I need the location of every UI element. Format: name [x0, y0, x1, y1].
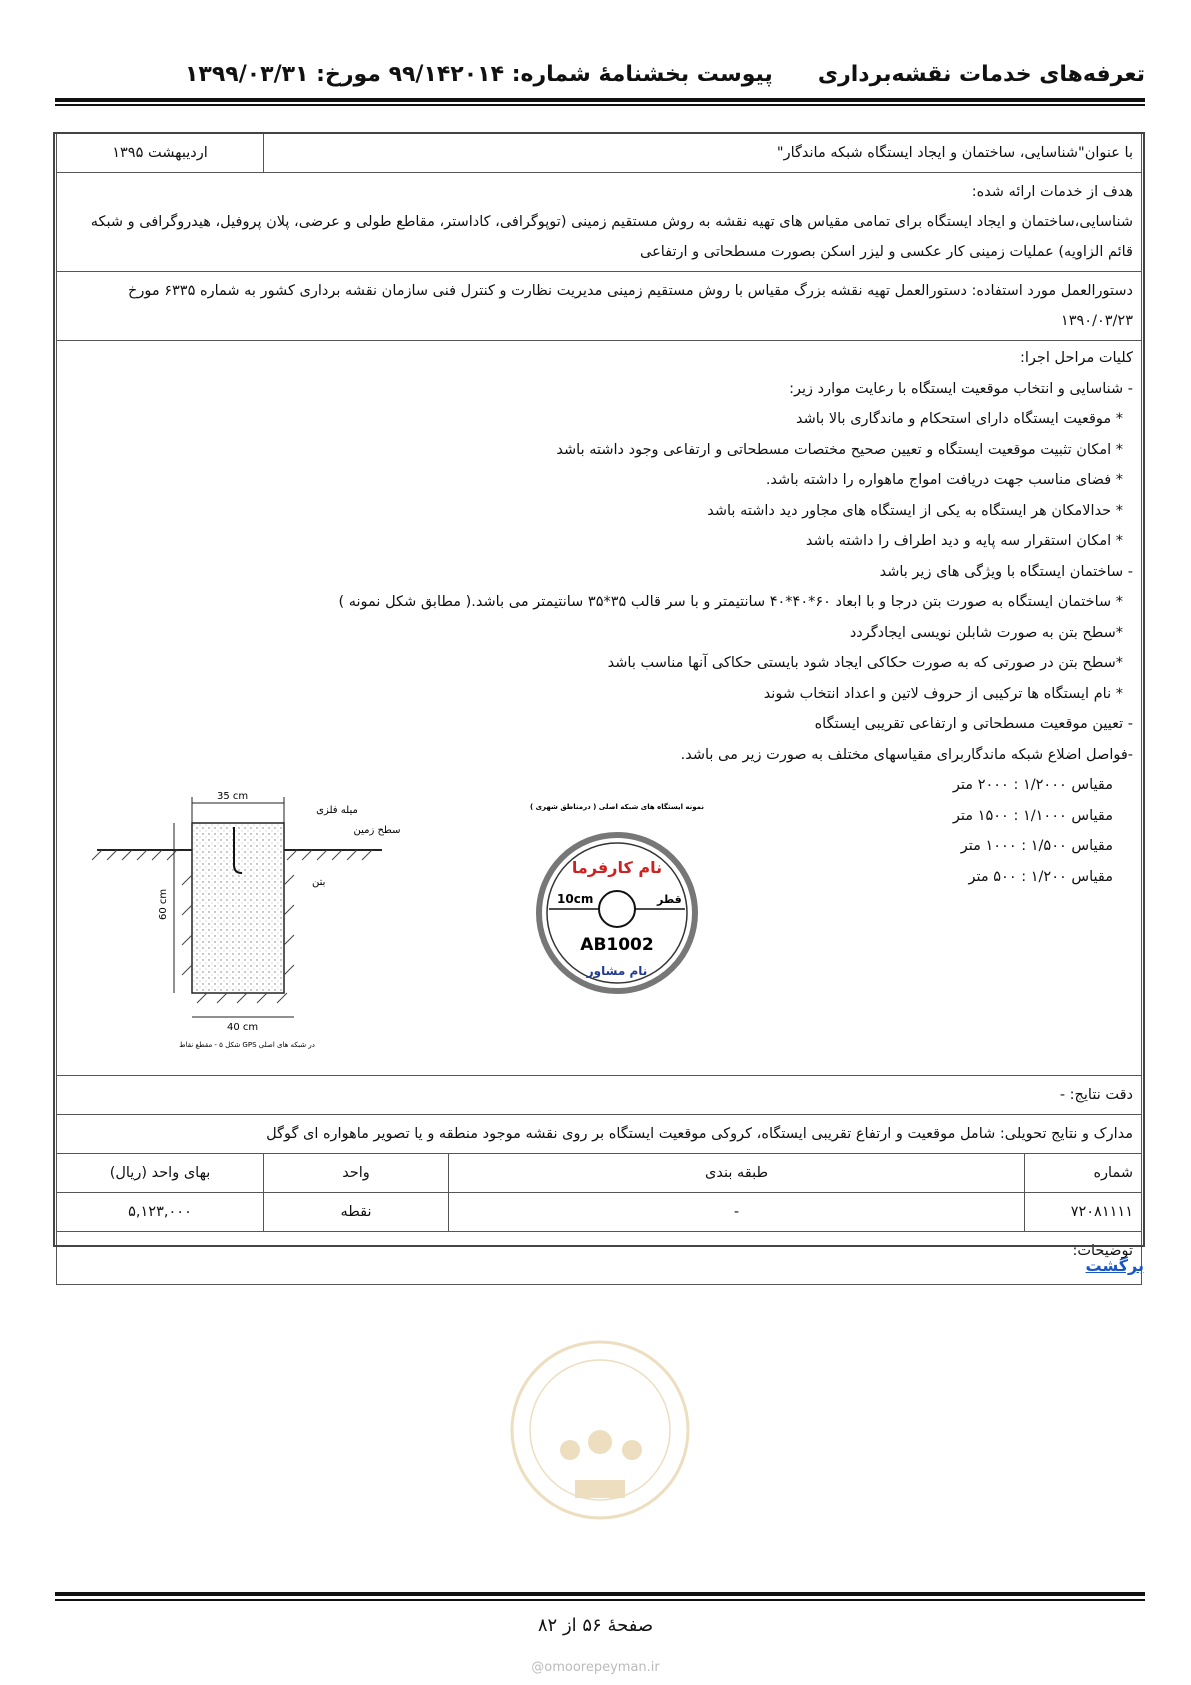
goal-line-1: شناسایی،ساختمان و ایجاد ایستگاه برای تمامی مقیاس های تهیه نقشه به روش مستقیم زمینی (توپوگرافی، کاداستر، مقاطع طولی و عرضی، پلان پروفیل، هیدروگرافی و شبکه [90, 214, 1133, 230]
site-watermark: @omoorepeyman.ir [531, 1660, 660, 1675]
header-title: تعرفه‌های خدمات نقشه‌برداری [817, 62, 1145, 87]
scale-line: مقیاس ۱/۲۰۰ : ۵۰۰ متر [968, 868, 1113, 885]
cell-number: ۷۲۰۸۱۱۱۱ [1025, 1193, 1142, 1232]
concrete-block [192, 823, 284, 993]
footer-rule [55, 1592, 1145, 1596]
outer-frame [53, 132, 1145, 1247]
deliverables-text: مدارک و نتایج تحویلی: شامل موقعیت و ارتفاع تقریبی ایستگاه، کروکی موقعیت ایستگاه بر روی نقشه موجود منطقه و یا تصویر ماهواره ای گوگل [57, 1115, 1142, 1154]
step-line: * فضای مناسب جهت دریافت امواج ماهواره را داشته باشد. [765, 472, 1123, 488]
disc-employer: نام کارفرما [571, 858, 663, 877]
service-date: اردیبهشت ۱۳۹۵ [57, 134, 264, 173]
col-unit: واحد [264, 1154, 449, 1193]
header-rule-thin [55, 104, 1145, 106]
cell-price: ۵,۱۲۳,۰۰۰ [57, 1193, 264, 1232]
width-label: 35 cm [217, 791, 249, 802]
scale-line: مقیاس ۱/۲۰۰۰ : ۲۰۰۰ متر [952, 777, 1113, 793]
instruction-line-2: ۱۳۹۰/۰۳/۲۳ [1060, 313, 1133, 329]
header-reference: پیوست بخشنامهٔ شماره: ۹۹/۱۴۲۰۱۴ مورخ: ۱۳۹۹/۰۳/۳۱ [185, 62, 773, 87]
step-line: * موقعیت ایستگاه دارای استحکام و ماندگاری بالا باشد [796, 411, 1123, 427]
goal-line-2: قائم الزاویه) عملیات زمینی کار عکسی و لیزر اسکن بصورت مسطحاتی و ارتفاعی [639, 244, 1133, 260]
step-line: -فواصل اضلاع شبکه ماندگاربرای مقیاسهای مختلف به صورت زیر می باشد. [680, 746, 1133, 763]
step-line: * ساختمان ایستگاه به صورت بتن درجا و با ابعاد ۶۰*۴۰*۴۰ سانتیمتر و با سر قالب ۳۵*۳۵ سانتیمتر می باشد.( مطابق شکل نمونه ) [338, 594, 1123, 610]
rod-label: میله فلزی [316, 805, 358, 816]
step-line: * امکان تثبیت موقعیت ایستگاه و تعیین صحیح مختصات مسطحاتی و ارتفاعی وجود داشته باشد [556, 441, 1123, 458]
accuracy-label: دقت نتایج: - [57, 1076, 1142, 1115]
cell-category: - [449, 1193, 1025, 1232]
station-disc-figure [525, 795, 710, 1005]
step-line: * نام ایستگاه ها ترکیبی از حروف لاتین و اعداد انتخاب شوند [763, 685, 1123, 702]
page-number: صفحهٔ ۵۶ از ۸۲ [537, 1615, 654, 1636]
step-line: *سطح بتن در صورتی که به صورت حکاکی ایجاد شود بایستی حکاکی آنها مناسب باشد [607, 655, 1123, 671]
page-header [55, 58, 1145, 94]
cell-unit: نقطه [264, 1193, 449, 1232]
instruction-line-1: دستورالعمل مورد استفاده: دستورالعمل تهیه نقشه بزرگ مقیاس با روش مستقیم زمینی مدیریت نظارت و کنترل فنی سازمان نقشه برداری کشور به شماره ۶۳۳۵ مورخ [127, 283, 1133, 299]
bottom-label: 40 cm [227, 1022, 259, 1033]
station-section-figure [82, 785, 422, 1050]
depth-label: 60 cm [158, 888, 169, 920]
goal-label: هدف از خدمات ارائه شده: [971, 184, 1133, 200]
step-line: - ساختمان ایستگاه با ویژگی های زیر باشد [879, 563, 1133, 580]
disc-caption: نمونه ایستگاه های شبکه اصلی ( درمناطق شهری ) [530, 803, 704, 811]
col-number: شماره [1025, 1154, 1142, 1193]
watermark-stamp [500, 1330, 700, 1530]
ground-label: سطح زمین [353, 825, 401, 836]
scale-line: مقیاس ۱/۵۰۰ : ۱۰۰۰ متر [960, 838, 1113, 854]
col-price: بهای واحد (ریال) [57, 1154, 264, 1193]
disc-consultant: نام مشاور [586, 964, 648, 978]
header-rule [55, 98, 1145, 102]
step-line: * حدالامکان هر ایستگاه به یکی از ایستگاه های مجاور دید داشته باشد [707, 502, 1123, 519]
disc-size: 10cm [557, 892, 594, 906]
back-link[interactable]: برگشت [1085, 1256, 1144, 1275]
notes-label: توضیحات: [57, 1232, 1142, 1285]
disc-diameter: قطر [657, 893, 682, 906]
concrete-label: بتن [312, 877, 326, 888]
scale-line: مقیاس ۱/۱۰۰۰ : ۱۵۰۰ متر [952, 807, 1113, 824]
service-title: با عنوان"شناسایی، ساختمان و ایجاد ایستگاه شبکه ماندگار" [264, 134, 1142, 173]
col-category: طبقه بندی [449, 1154, 1025, 1193]
disc-code: AB1002 [580, 935, 654, 955]
disc-center-hole [599, 891, 635, 927]
step-line: *سطح بتن به صورت شابلن نویسی ایجادگردد [849, 624, 1123, 641]
footer-rule-thin [55, 1599, 1145, 1601]
step-line: - تعیین موقعیت مسطحاتی و ارتفاعی تقریبی ایستگاه [814, 716, 1133, 732]
steps-label: کلیات مراحل اجرا: [1019, 350, 1133, 366]
step-line: - شناسایی و انتخاب موقعیت ایستگاه با رعایت موارد زیر: [789, 380, 1133, 397]
step-line: * امکان استقرار سه پایه و دید اطراف را داشته باشد [805, 533, 1123, 549]
section-caption: شکل ۵ - مقطع نقاط GPS در شبکه های اصلی [179, 1041, 315, 1049]
